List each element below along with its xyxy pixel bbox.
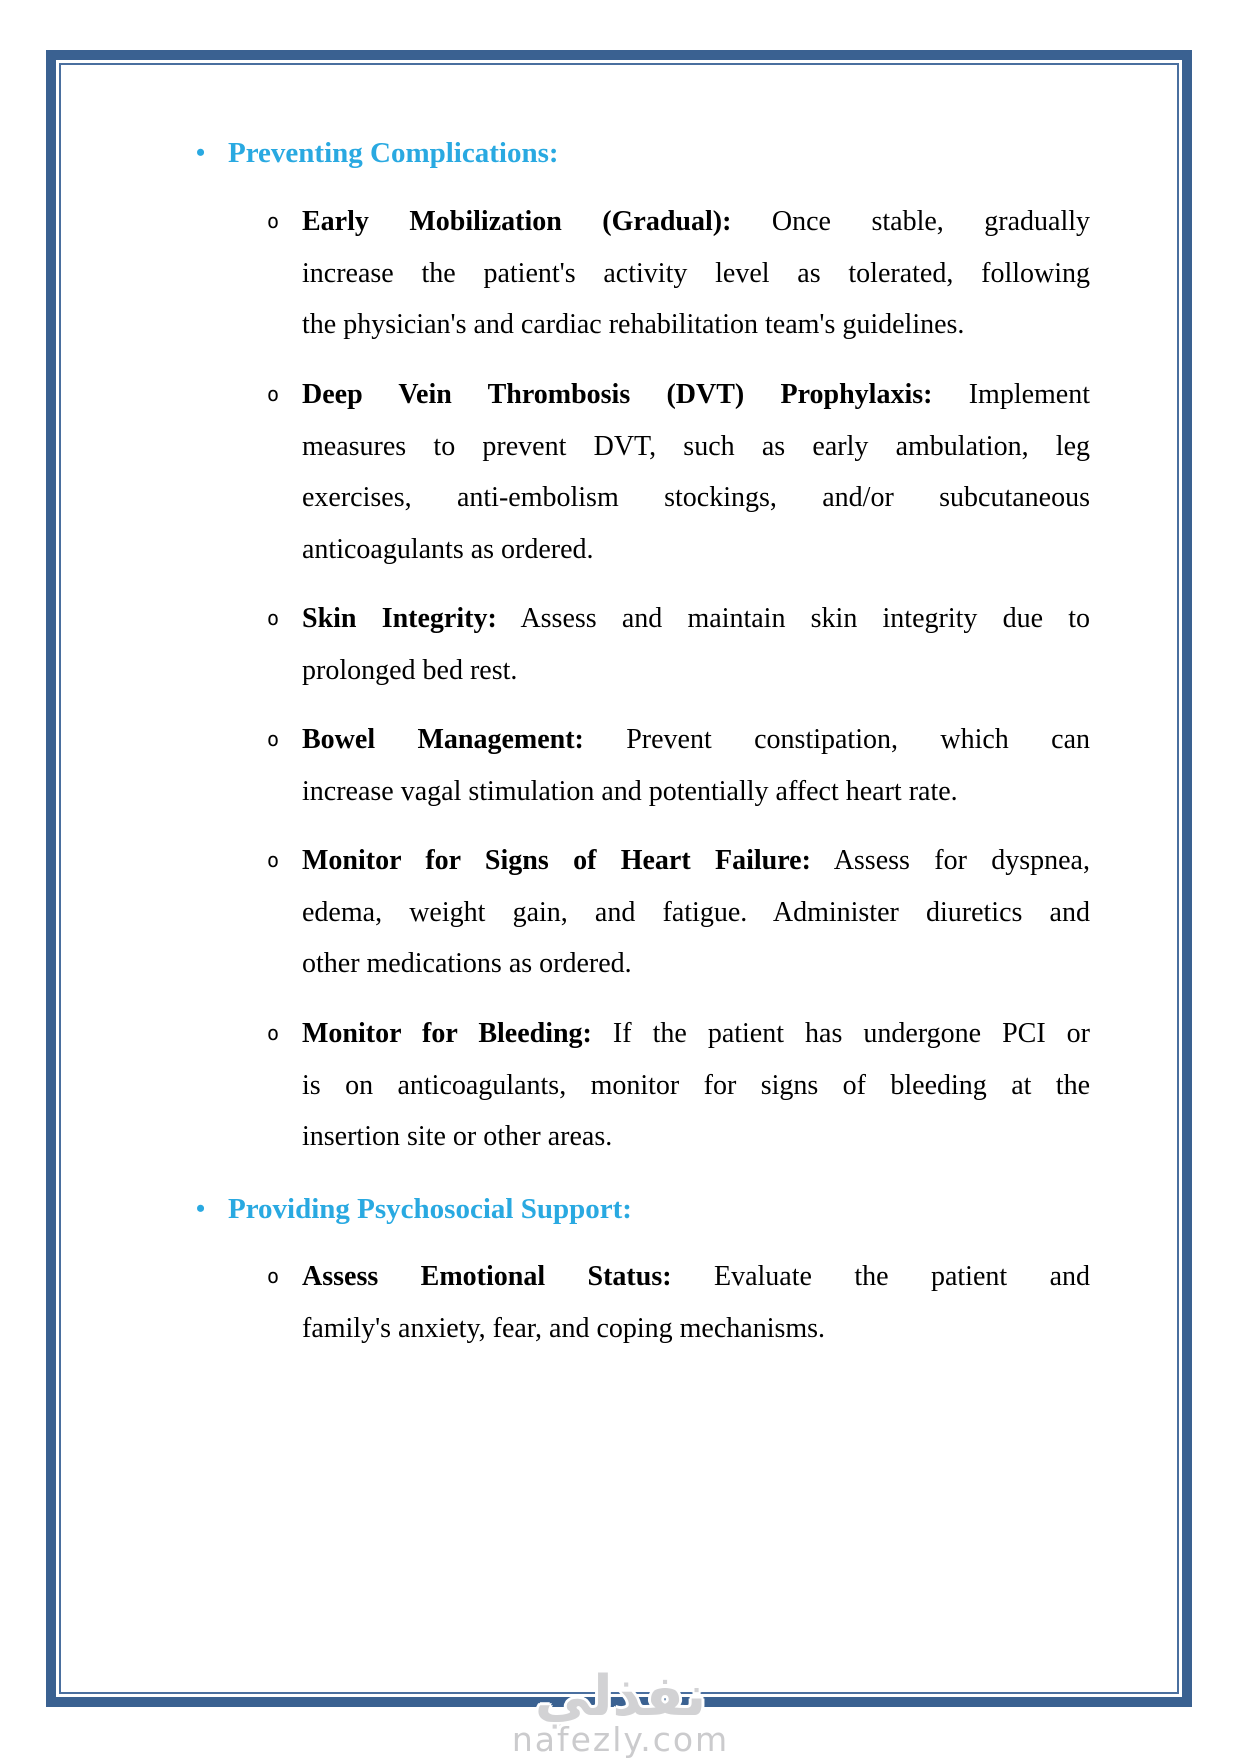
item-body-line: increase vagal stimulation and potentially affect heart rate. (302, 775, 958, 807)
list-item-skin-integrity (265, 593, 1090, 696)
list-item-bowel-management (265, 714, 1090, 817)
list-item-dvt-prophylaxis (265, 369, 1090, 575)
circle-marker-icon: o (267, 1021, 280, 1045)
circle-marker-icon: o (267, 209, 280, 233)
item-title: Monitor for Bleeding: (302, 1018, 592, 1049)
heading-providing-psychosocial-support (196, 1189, 632, 1229)
list-item-text (302, 593, 1090, 696)
list-item-text (302, 369, 1090, 575)
list-item-text (302, 1008, 1090, 1163)
list-item-monitor-bleeding (265, 1008, 1090, 1163)
item-body-line: prolonged bed rest. (302, 654, 518, 686)
heading-label: Preventing Complications: (228, 137, 559, 169)
item-body-line: the physician's and cardiac rehabilitation team's guidelines. (302, 309, 965, 340)
circle-marker-icon: o (267, 606, 280, 630)
list-item-text (302, 196, 1090, 351)
item-body: Evaluate the patient and (713, 1261, 1090, 1292)
watermark-domain-text: nafezly.com (511, 1720, 730, 1759)
item-title: Assess Emotional Status: (302, 1261, 672, 1292)
circle-marker-icon: o (267, 382, 280, 406)
item-title: Monitor for Signs of Heart Failure: (302, 845, 811, 876)
item-title: Deep Vein Thrombosis (DVT) Prophylaxis: (302, 379, 933, 410)
list-item-text (302, 835, 1090, 990)
circle-marker-icon: o (267, 848, 280, 872)
bullet-icon: • (196, 1194, 206, 1223)
item-title: Skin Integrity: (302, 603, 497, 634)
list-item-monitor-heart-failure (265, 835, 1090, 990)
item-body: Assess and maintain skin integrity due to (520, 603, 1090, 634)
heading-preventing-complications (196, 133, 559, 173)
item-body-line: family's anxiety, fear, and coping mechanisms. (302, 1312, 826, 1344)
list-item-early-mobilization (265, 196, 1090, 351)
item-body: Assess for dyspnea, (833, 845, 1090, 876)
item-body-line: is on anticoagulants, monitor for signs of bleeding at the (302, 1069, 1090, 1101)
item-body-line: edema, weight gain, and fatigue. Administer diuretics and (302, 896, 1090, 928)
item-title: Early Mobilization (Gradual): (302, 206, 732, 237)
list-item-text (302, 714, 1090, 817)
item-body-line: insertion site or other areas. (302, 1121, 613, 1152)
circle-marker-icon: o (267, 727, 280, 751)
item-body-line: other medications as ordered. (302, 948, 632, 979)
item-body: Prevent constipation, which can (626, 724, 1090, 755)
item-body-line: exercises, anti-embolism stockings, and/or subcutaneous (302, 482, 1090, 513)
list-item-assess-emotional-status (265, 1251, 1090, 1354)
watermark-logo: نفذلي (534, 1664, 707, 1729)
list-item-text (302, 1251, 1090, 1354)
heading-label: Providing Psychosocial Support: (228, 1193, 632, 1225)
item-body: Implement (968, 379, 1091, 410)
circle-marker-icon: o (267, 1264, 280, 1288)
bullet-icon: • (196, 138, 206, 167)
item-body: If the patient has undergone PCI or (612, 1018, 1091, 1049)
item-body-line: measures to prevent DVT, such as early ambulation, leg (302, 430, 1090, 462)
item-body: Once stable, gradually (771, 206, 1091, 237)
item-body-line: anticoagulants as ordered. (302, 533, 594, 565)
item-title: Bowel Management: (302, 724, 584, 755)
item-body-line: increase the patient's activity level as tolerated, following (302, 257, 1090, 289)
